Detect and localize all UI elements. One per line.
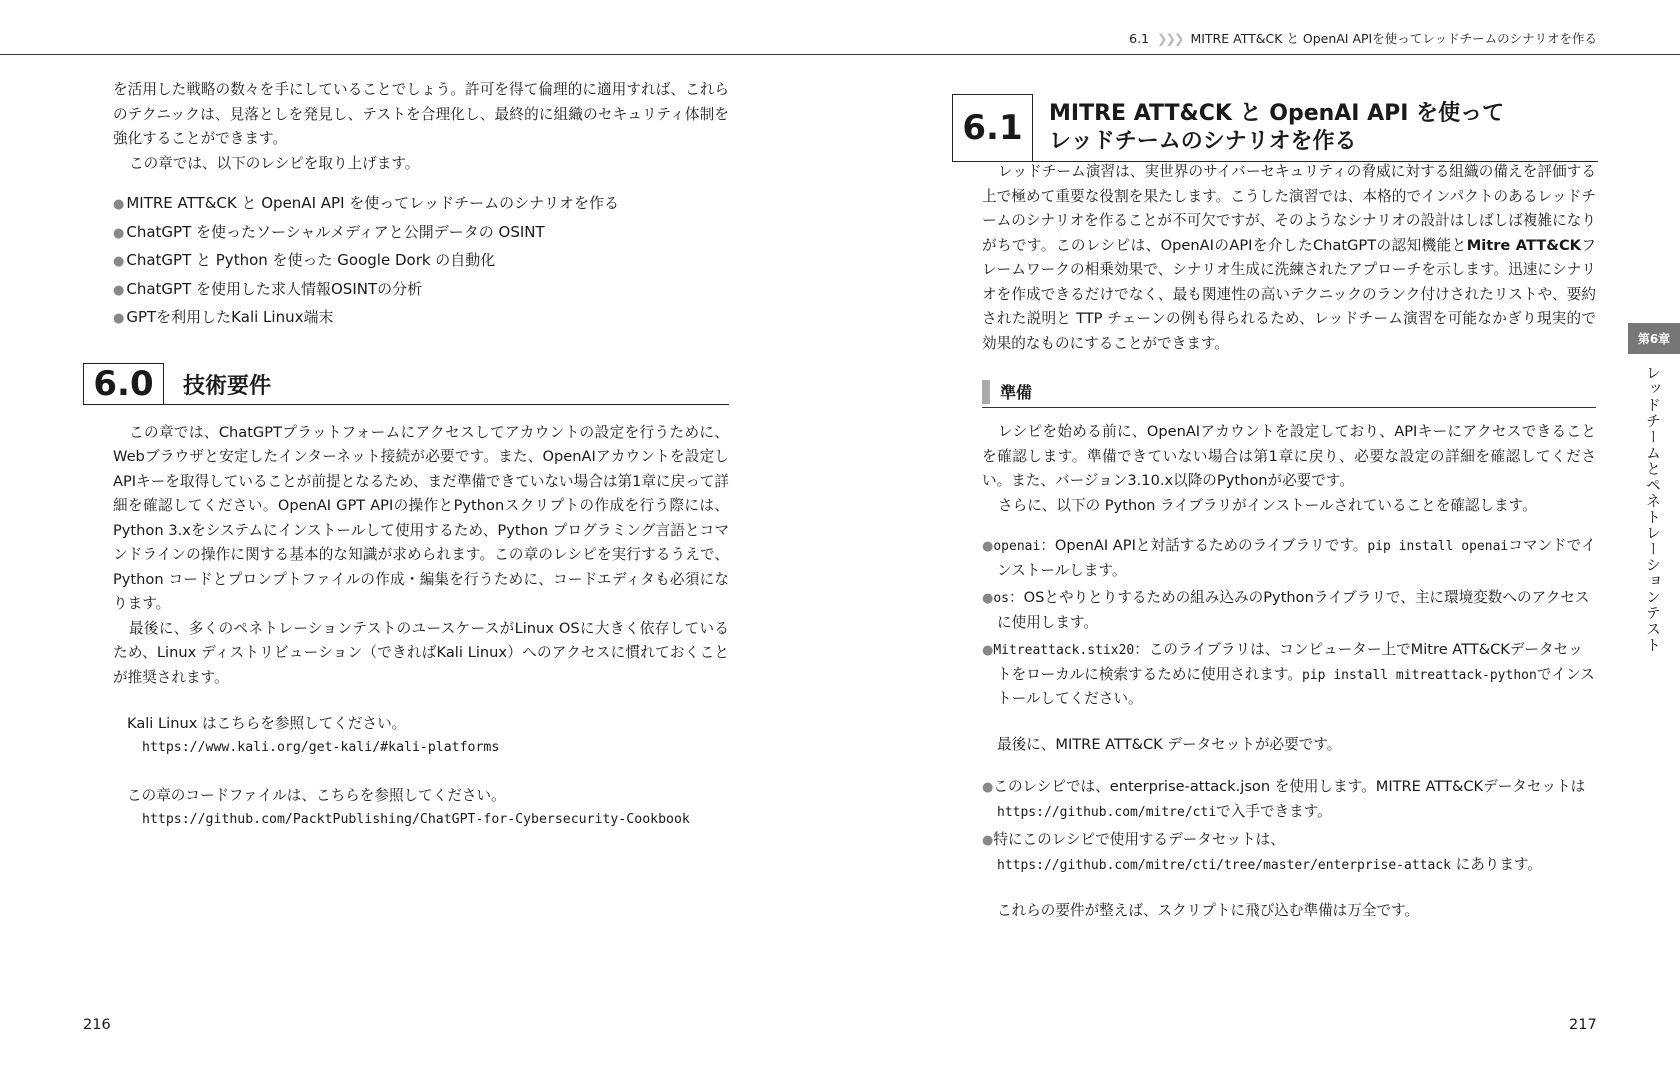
page-number-left: 216 bbox=[83, 1017, 111, 1033]
bullet-icon: ● bbox=[982, 539, 994, 554]
heading-bar bbox=[982, 380, 990, 404]
list-item: ●特にこのレシピで使用するデータセットは、 https://github.com/mitre/cti/tree/master/enterprise-attack にあります。 bbox=[982, 831, 1542, 873]
library-name: openai bbox=[993, 539, 1041, 554]
dataset-intro: 最後に、MITRE ATT&CK データセットが必要です。 bbox=[997, 735, 1342, 753]
list-item: ● MITRE ATT&CK と OpenAI API を使ってレッドチームのシナリオを作る bbox=[113, 194, 619, 212]
closing-paragraph: これらの要件が整えば、スクリプトに飛び込む準備は万全です。 bbox=[997, 902, 1420, 919]
prep-heading bbox=[982, 378, 1596, 408]
recipes-intro: この章では、以下のレシピを取り上げます。 bbox=[129, 154, 420, 172]
mitre-bold: Mitre ATT&CK bbox=[1466, 236, 1581, 254]
kali-label: Kali Linux はこちらを参照してください。 bbox=[127, 715, 407, 732]
running-head-title: MITRE ATT&CK と OpenAI APIを使ってレッドチームのシナリオを作る bbox=[1190, 31, 1597, 46]
libraries-intro: さらに、以下の Python ライブラリがインストールされていることを確認します。 bbox=[998, 496, 1537, 514]
cti-url-link[interactable]: https://github.com/mitre/cti bbox=[997, 804, 1217, 820]
requirements-paragraph: この章では、ChatGPTプラットフォームにアクセスしてアカウントの設定を行うために、Webブラウザと安定したインターネット接続が必要です。また、OpenAIアカウントを設定しAPIキーを取得していることが前提となるため、まだ準備できていない場合は第1章に戻って詳細を確認してください。OpenAI GPT APIの操作とPythonスクリプトの作成を行う際には、Python 3.xをシステムにインストールして使用するため、Python プログラミング言語とコマンドラインの操作に関する基本的な知識が求められます。この章のレシピを実行するうえで、Python コードとプロンプトファイルの作成・編集を行うために、コードエディタも必須になります。 bbox=[113, 423, 729, 612]
running-head bbox=[0, 0, 1680, 55]
list-item: ●このレシピでは、enterprise-attack.json を使用します。MITRE ATT&CKデータセットはhttps://github.com/mitre/ctiで入手できます。 bbox=[982, 778, 1586, 820]
code-files-label: この章のコードファイルは、こちらを参照してください。 bbox=[127, 787, 506, 804]
bullet-icon: ● bbox=[982, 591, 994, 606]
install-command: pip install mitreattack-python bbox=[1302, 667, 1537, 683]
redteam-paragraph: レッドチーム演習は、実世界のサイバーセキュリティの脅威に対する組織の備えを評価する上で極めて重要な役割を果たします。こうした演習では、本格的でインパクトのあるレッドチームのシナリオを作ることが不可欠ですが、そのようなシナリオの設計はしばしば複雑になりがちです。このレシピは、OpenAIのAPIを介したChatGPTの認知機能とMitre ATT&CKフレームワークの相乗効果で、シナリオ生成に洗練されたアプローチを示します。迅速にシナリオを作成できるだけでなく、最も関連性の高いテクニックのランク付けされたリストや、要約された説明と TTP チェーンの例も得られるため、レッドチーム演習を可能なかぎり現実的で効果的なものにすることができます。 bbox=[982, 163, 1596, 352]
chapter-tab: 第6章 bbox=[1628, 323, 1680, 354]
prep-paragraph: レシピを始める前に、OpenAIアカウントを設定しており、APIキーにアクセスできることを確認します。準備できていない場合は第1章に戻り、必要な設定の詳細を確認してください。また、バージョン3.10.x以降のPythonが必要です。 bbox=[982, 423, 1596, 489]
bullet-icon: ● bbox=[113, 197, 125, 212]
bullet-icon: ● bbox=[982, 833, 994, 848]
code-files-url-link[interactable]: https://github.com/PacktPublishing/ChatGPT-for-Cybersecurity-Cookbook bbox=[142, 812, 690, 827]
library-list bbox=[982, 534, 1596, 711]
kali-url-link[interactable]: https://www.kali.org/get-kali/#kali-platforms bbox=[142, 740, 500, 755]
dataset-list bbox=[982, 775, 1596, 877]
chapter-vertical-title: レッドチームとペネトレーションテスト bbox=[1644, 365, 1662, 653]
section-rule bbox=[164, 404, 729, 405]
running-head-text bbox=[1129, 29, 1597, 47]
running-head-section: 6.1 bbox=[1129, 31, 1150, 46]
left-page bbox=[93, 78, 729, 832]
section-number: 6.0 bbox=[83, 363, 164, 405]
enterprise-attack-url-link[interactable]: https://github.com/mitre/cti/tree/master/enterprise-attack bbox=[997, 857, 1451, 873]
page-number-right: 217 bbox=[1569, 1017, 1597, 1033]
section-title-line2: レッドチームのシナリオを作る bbox=[1049, 129, 1357, 154]
list-item: ●openai：OpenAI APIと対話するためのライブラリです。pip install openaiコマンドでインストールします。 bbox=[982, 537, 1596, 579]
running-head-separator: ❯❯❯ bbox=[1157, 31, 1183, 46]
intro-paragraph: を活用した戦略の数々を手にしていることでしょう。許可を得て倫理的に適用すれば、これらのテクニックは、見落としを発見し、テストを合理化し、最終的に組織のセキュリティ体制を強化することができます。 bbox=[113, 81, 729, 147]
recipe-list bbox=[113, 190, 729, 333]
bullet-icon: ● bbox=[113, 225, 125, 241]
prep-heading-label: 準備 bbox=[1000, 383, 1033, 402]
right-page bbox=[982, 160, 1596, 924]
list-item: ● GPTを利用したKali Linux端末 bbox=[113, 308, 334, 326]
bullet-icon: ● bbox=[982, 780, 994, 795]
install-command: pip install openai bbox=[1367, 539, 1509, 554]
list-item: ●os：OSとやりとりするための組み込みのPythonライブラリで、主に環境変数へのアクセスに使用します。 bbox=[982, 589, 1590, 631]
library-name: Mitreattack.stix20 bbox=[993, 643, 1135, 658]
library-name: os bbox=[993, 591, 1009, 606]
bullet-icon: ● bbox=[113, 254, 125, 269]
bullet-icon: ● bbox=[113, 282, 125, 298]
section-number: 6.1 bbox=[952, 94, 1033, 162]
linux-paragraph: 最後に、多くのペネトレーションテストのユースケースがLinux OSに大きく依存しているため、Linux ディストリビューション（できればKali Linux）へのアクセスに慣れておくことが推奨されます。 bbox=[113, 619, 729, 686]
section-heading-6-1 bbox=[952, 94, 1598, 164]
bullet-icon: ● bbox=[113, 311, 125, 326]
list-item: ● ChatGPT を使用した求人情報OSINTの分析 bbox=[113, 279, 423, 298]
section-title: 技術要件 bbox=[183, 373, 272, 399]
heading-rule bbox=[982, 407, 1596, 408]
list-item: ● ChatGPT と Python を使った Google Dork の自動化 bbox=[113, 251, 496, 269]
list-item: ●Mitreattack.stix20：このライブラリは、コンピューター上でMitre ATT&CKデータセットをローカルに検索するために使用されます。pip install mitreattack-pythonでインストールしてください。 bbox=[982, 641, 1595, 707]
section-title-line1: MITRE ATT&CK と OpenAI API を使って bbox=[1049, 101, 1505, 126]
section-title bbox=[1049, 100, 1504, 156]
bullet-icon: ● bbox=[982, 643, 994, 658]
section-heading-6-0 bbox=[83, 363, 729, 407]
list-item: ● ChatGPT を使ったソーシャルメディアと公開データの OSINT bbox=[113, 222, 545, 241]
